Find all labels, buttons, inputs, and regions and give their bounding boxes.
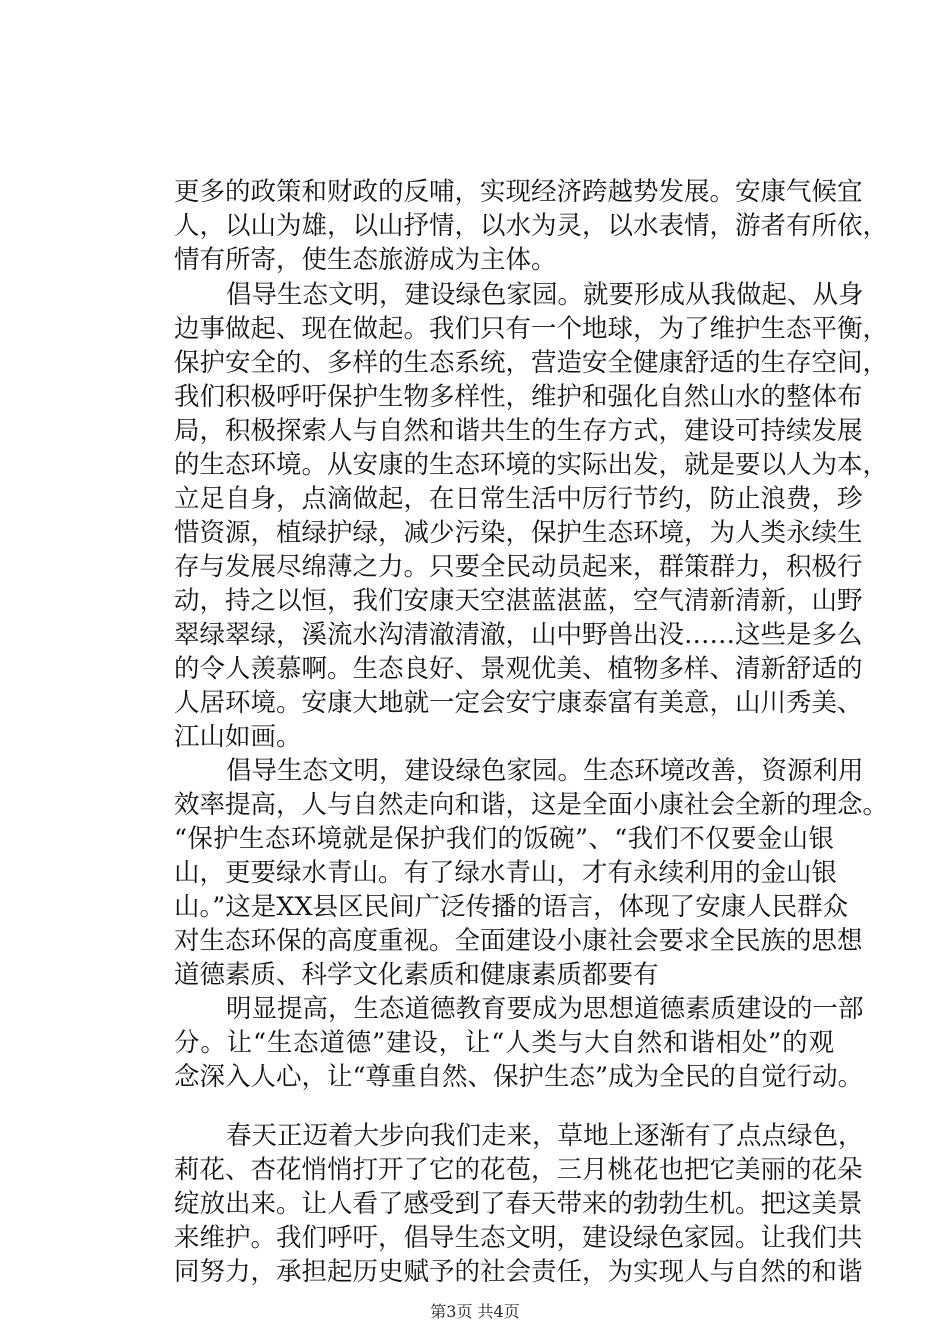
- text-line: 的生态环境。从安康的生态环境的实际出发，就是要以人为本，: [174, 450, 889, 480]
- text-line: 立足自身，点滴做起，在日常生活中厉行节约，防止浪费，珍: [174, 484, 863, 514]
- text-line: 惜资源，植绿护绿，减少污染，保护生态环境，为人类永续生: [174, 518, 863, 548]
- text-line: 山。”这是XX县区民间广泛传播的语言，体现了安康人民群众: [174, 892, 849, 922]
- text-line: 人居环境。安康大地就一定会安宁康泰富有美意，山川秀美、: [174, 688, 863, 718]
- text-line: 来维护。我们呼吁，倡导生态文明，建设绿色家园。让我们共: [174, 1223, 863, 1253]
- text-line: 边事做起、现在做起。我们只有一个地球，为了维护生态平衡，: [174, 314, 889, 344]
- text-line: 效率提高，人与自然走向和谐，这是全面小康社会全新的理念。: [174, 790, 889, 820]
- text-line: 念深入人心，让“尊重自然、保护生态”成为全民的自觉行动。: [174, 1062, 864, 1092]
- text-line: 更多的政策和财政的反哺，实现经济跨越势发展。安康气候宜: [174, 177, 863, 207]
- text-line: 局，积极探索人与自然和谐共生的生存方式，建设可持续发展: [174, 416, 863, 446]
- text-line: 我们积极呼吁保护生物多样性，维护和强化自然山水的整体布: [174, 382, 863, 412]
- text-line: 莉花、杏花悄悄打开了它的花苞，三月桃花也把它美丽的花朵: [174, 1155, 863, 1185]
- text-line: 明显提高，生态道德教育要成为思想道德素质建设的一部: [226, 994, 864, 1024]
- text-line: 翠绿翠绿，溪流水沟清澈清澈，山中野兽出没……这些是多么: [174, 620, 863, 650]
- text-line: 倡导生态文明，建设绿色家园。就要形成从我做起、从身: [226, 280, 864, 310]
- text-line: 情有所寄，使生态旅游成为主体。: [174, 245, 557, 275]
- text-line: 山，更要绿水青山。有了绿水青山，才有永续利用的金山银: [174, 858, 838, 888]
- text-line: 同努力，承担起历史赋予的社会责任，为实现人与自然的和谐: [174, 1257, 863, 1287]
- text-line: 的令人羡慕啊。生态良好、景观优美、植物多样、清新舒适的: [174, 654, 863, 684]
- text-line: 道德素质、科学文化素质和健康素质都要有: [174, 960, 659, 990]
- text-line: 人，以山为雄，以山抒情，以水为灵，以水表情，游者有所依，: [174, 211, 889, 241]
- text-line: 对生态环保的高度重视。全面建设小康社会要求全民族的思想: [174, 926, 863, 956]
- text-line: 春天正迈着大步向我们走来，草地上逐渐有了点点绿色，: [226, 1121, 864, 1151]
- text-line: 倡导生态文明，建设绿色家园。生态环境改善，资源利用: [226, 756, 864, 786]
- text-line: 江山如画。: [174, 722, 302, 752]
- text-line: 分。让“生态道德”建设，让“人类与大自然和谐相处”的观: [174, 1028, 834, 1058]
- text-line: 动，持之以恒，我们安康天空湛蓝湛蓝，空气清新清新，山野: [174, 586, 863, 616]
- text-line: 保护安全的、多样的生态系统，营造安全健康舒适的生存空间，: [174, 348, 889, 378]
- text-line: “保护生态环境就是保护我们的饭碗”、“我们不仅要金山银: [174, 824, 834, 854]
- page-number: 第3页 共4页: [430, 1302, 520, 1321]
- text-line: 存与发展尽绵薄之力。只要全民动员起来，群策群力，积极行: [174, 552, 863, 582]
- text-line: 绽放出来。让人看了感受到了春天带来的勃勃生机。把这美景: [174, 1189, 863, 1219]
